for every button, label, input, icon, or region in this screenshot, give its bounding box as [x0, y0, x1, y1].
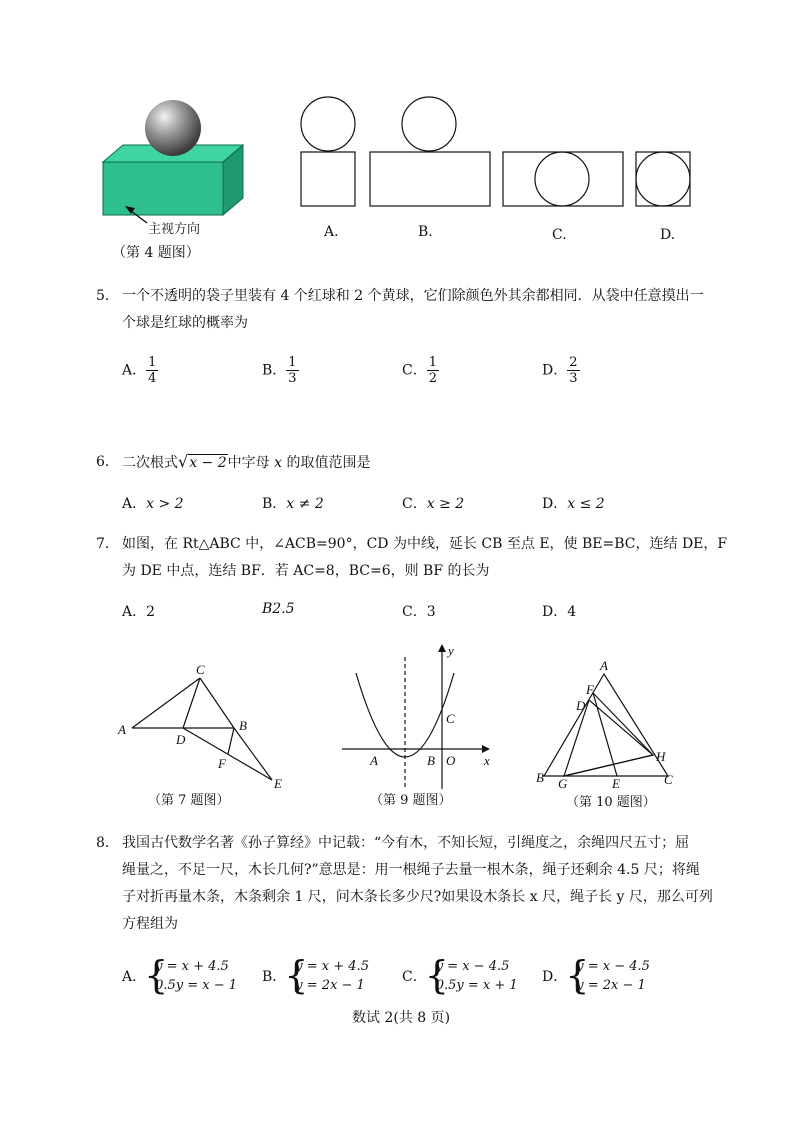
fig10-label-a: A: [600, 660, 608, 673]
q5-option-b-fraction: $\frac{1}{3}$: [288, 355, 297, 386]
fig7-label-b: B: [239, 718, 247, 733]
fig7-label-f: F: [218, 756, 226, 771]
q8-stem-line4: 方程组为: [122, 916, 178, 932]
page-footer: 数试 2(共 8 页): [352, 1010, 451, 1026]
q8-stem-line3: 子对折再量木条，木条剩余 1 尺，问木条长多少尺?如果设木条长 x 尺，绳子长 y 尺，那么可列: [122, 889, 713, 905]
q6-option-b[interactable]: B．x ≠ 2: [262, 496, 324, 512]
fig10-label-d: D: [576, 698, 586, 713]
q5-option-c[interactable]: C． $\frac{1}{2}$: [402, 355, 437, 386]
q7-option-b[interactable]: B2.5: [262, 601, 295, 617]
sqrt-symbol: √: [178, 452, 189, 471]
q8-option-b[interactable]: B． { y = x + 4.5 y = 2x − 1: [262, 957, 369, 995]
q7-option-d[interactable]: D．4: [542, 604, 577, 620]
fig9-label-x: x: [484, 753, 490, 768]
fig9-label-b: B: [427, 753, 435, 768]
fig7-label-a: A: [118, 722, 126, 737]
fig10-label-b: B: [536, 770, 544, 785]
q8-stem-line2: 绳量之，不足一尺，木长几何?”意思是：用一根绳子去量一根木条，绳子还剩余 4.5 尺；将绳: [122, 862, 700, 878]
q8-option-a[interactable]: A． { y = x + 4.5 0.5y = x − 1: [122, 957, 237, 995]
fig9-label-a: A: [370, 753, 378, 768]
q8-stem-line1: 我国古代数学名著《孙子算经》中记载：“今有木，不知长短，引绳度之，余绳四尺五寸；屈: [122, 835, 690, 851]
q4-option-c-label: C.: [552, 227, 567, 243]
q7-stem-line1: 如图，在 Rt△ABC 中，∠ACB=90°，CD 为中线，延长 CB 至点 E，使 BE=BC，连结 DE，F: [122, 536, 728, 552]
q5-option-d-fraction: $\frac{2}{3}$: [569, 355, 578, 386]
q5-stem-line2: 个球是红球的概率为: [122, 315, 248, 331]
q6-stem: 二次根式√x − 2中字母 x 的取值范围是: [122, 452, 371, 471]
fig7-label-e: E: [274, 776, 282, 790]
fig10-label-e: E: [612, 776, 620, 790]
figure-9: [338, 643, 498, 793]
fig7-label-c: C: [196, 662, 205, 677]
q7-number: 7．: [96, 536, 119, 552]
q5-option-c-fraction: $\frac{1}{2}$: [428, 355, 437, 386]
q4-caption: （第 4 题图）: [112, 245, 200, 261]
fig10-caption: （第 10 题图）: [566, 795, 656, 810]
fig10-label-c: C: [664, 772, 673, 787]
fig10-triangle-abc: [544, 674, 668, 776]
q8-option-d-system: { y = x − 4.5 y = 2x − 1: [567, 957, 650, 995]
q7-option-a[interactable]: A．2: [122, 604, 156, 620]
fig10-label-h: H: [656, 749, 666, 764]
fig7-label-d: D: [176, 732, 186, 747]
fig7-caption: （第 7 题图）: [148, 793, 230, 808]
q8-option-d[interactable]: D． { y = x − 4.5 y = 2x − 1: [542, 957, 650, 995]
fig9-label-o: O: [446, 753, 456, 768]
fig10-label-f: F: [586, 682, 594, 697]
q4-solid-figure: [95, 95, 255, 235]
q4-option-b-label: B.: [418, 224, 433, 240]
q4-option-a-figure: [298, 96, 358, 208]
q6-number: 6．: [96, 454, 119, 470]
q6-radicand: x − 2: [189, 455, 227, 471]
q5-stem-line1: 一个不透明的袋子里装有 4 个红球和 2 个黄球，它们除颜色外其余都相同．从袋中任意摸出一: [122, 288, 704, 304]
q8-option-b-system: { y = x + 4.5 y = 2x − 1: [286, 957, 369, 995]
q4-view-direction-label: 主视方向: [148, 222, 201, 237]
q5-option-d[interactable]: D． $\frac{2}{3}$: [542, 355, 578, 386]
q6-option-d[interactable]: D．x ≤ 2: [542, 496, 605, 512]
box-front-face: [103, 162, 223, 215]
q5-option-a[interactable]: A． $\frac{1}{4}$: [122, 355, 157, 386]
q4-option-d-label: D.: [660, 227, 676, 243]
q8-number: 8．: [96, 835, 119, 851]
q8-option-c-system: { y = x − 4.5 0.5y = x + 1: [427, 957, 518, 995]
fig9-label-c: C: [446, 711, 455, 726]
q6-option-c[interactable]: C．x ≥ 2: [402, 496, 465, 512]
q5-option-a-fraction: $\frac{1}{4}$: [148, 355, 157, 386]
figure-10: [532, 660, 682, 790]
q4-option-c-figure: [501, 150, 625, 208]
fig9-label-y: y: [448, 643, 454, 658]
q8-option-a-system: { y = x + 4.5 0.5y = x − 1: [146, 957, 237, 995]
q5-option-b[interactable]: B． $\frac{1}{3}$: [262, 355, 297, 386]
q8-option-c[interactable]: C． { y = x − 4.5 0.5y = x + 1: [402, 957, 518, 995]
q7-option-c[interactable]: C．3: [402, 604, 436, 620]
q7-stem-line2: 为 DE 中点，连结 BF．若 AC=8，BC=6，则 BF 的长为: [122, 563, 490, 579]
fig10-label-g: G: [558, 776, 568, 790]
q5-number: 5．: [96, 288, 119, 304]
q4-option-d-figure: [634, 150, 692, 208]
q6-option-a[interactable]: A．x > 2: [122, 496, 184, 512]
q4-option-b-figure: [368, 96, 492, 208]
sphere: [145, 100, 201, 156]
fig9-caption: （第 9 题图）: [370, 793, 452, 808]
q4-option-a-label: A.: [324, 224, 339, 240]
figure-7: [112, 660, 302, 790]
